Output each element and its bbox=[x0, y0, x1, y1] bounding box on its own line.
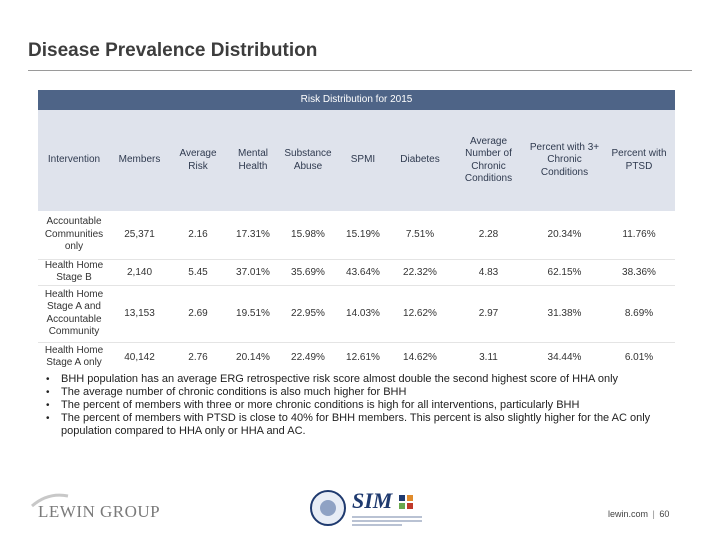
row-intervention: Health Home Stage B bbox=[44, 259, 104, 283]
cell-pct-3plus: 34.44% bbox=[547, 351, 582, 363]
cell-avg-chronic: 4.83 bbox=[478, 266, 499, 278]
header-spmi: SPMI bbox=[337, 110, 389, 211]
bullet-item: • BHH population has an average ERG retrospective risk score almost double the second highest score of HHA only bbox=[46, 373, 686, 386]
header-mental-health: Mental Health bbox=[227, 110, 279, 211]
cell-spmi: 12.61% bbox=[346, 351, 380, 363]
page-number: 60 bbox=[659, 509, 670, 519]
footer bbox=[608, 509, 669, 519]
cell-mental-health: 19.51% bbox=[236, 308, 270, 319]
header-diabetes: Diabetes bbox=[389, 110, 451, 211]
cell-spmi: 14.03% bbox=[346, 308, 380, 319]
cell-avg-chronic: 2.97 bbox=[478, 308, 499, 319]
row-intervention: Health Home Stage A and Accountable Community bbox=[44, 288, 104, 337]
header-avg-chronic-conditions: Average Number of Chronic Conditions bbox=[451, 110, 526, 211]
footer-separator: | bbox=[652, 509, 655, 519]
cell-pct-3plus: 31.38% bbox=[547, 308, 582, 319]
bullet-item: • The percent of members with PTSD is close to 40% for BHH members. This percent is also slightly higher for the AC only population compared to HHA only or HHA and AC. bbox=[46, 412, 686, 438]
risk-distribution-table bbox=[38, 90, 675, 372]
cell-pct-ptsd: 8.69% bbox=[624, 308, 654, 319]
header-pct-ptsd: Percent with PTSD bbox=[603, 110, 675, 211]
cell-average-risk: 2.16 bbox=[188, 229, 208, 241]
cell-spmi: 43.64% bbox=[346, 266, 380, 278]
table-row bbox=[38, 285, 675, 342]
cell-substance-abuse: 22.49% bbox=[291, 351, 325, 363]
header-intervention: Intervention bbox=[38, 110, 110, 211]
table-row bbox=[38, 342, 675, 372]
footer-site-link[interactable]: lewin.com bbox=[608, 509, 649, 519]
cell-members: 2,140 bbox=[126, 266, 153, 278]
cell-mental-health: 17.31% bbox=[236, 229, 270, 241]
cell-members: 13,153 bbox=[124, 308, 155, 319]
cell-pct-3plus: 20.34% bbox=[547, 229, 582, 241]
table-row bbox=[38, 211, 675, 259]
cell-avg-chronic: 2.28 bbox=[478, 229, 499, 241]
cell-members: 40,142 bbox=[124, 351, 155, 363]
cell-members: 25,371 bbox=[124, 229, 155, 241]
table-header-row bbox=[38, 110, 675, 211]
slide-title: Disease Prevalence Distribution bbox=[28, 40, 318, 61]
title-divider bbox=[28, 70, 692, 71]
row-intervention: Health Home Stage A only bbox=[44, 344, 104, 369]
state-seal-icon bbox=[310, 490, 346, 526]
cell-pct-3plus: 62.15% bbox=[547, 266, 582, 278]
cell-pct-ptsd: 6.01% bbox=[624, 351, 654, 363]
lewin-group-wordmark: LEWIN GROUP bbox=[38, 502, 161, 521]
cell-average-risk: 2.76 bbox=[188, 351, 208, 363]
sim-wordmark: SIM bbox=[352, 488, 393, 513]
cell-average-risk: 5.45 bbox=[188, 266, 208, 278]
header-average-risk: Average Risk bbox=[169, 110, 227, 211]
cell-diabetes: 14.62% bbox=[403, 351, 437, 363]
table-caption: Risk Distribution for 2015 bbox=[38, 90, 675, 110]
cell-substance-abuse: 22.95% bbox=[291, 308, 325, 319]
lewin-group-logo bbox=[30, 494, 170, 524]
cell-spmi: 15.19% bbox=[346, 229, 380, 241]
sim-mark-icon bbox=[398, 494, 414, 510]
cell-avg-chronic: 3.11 bbox=[479, 351, 498, 363]
sim-logo bbox=[310, 488, 430, 538]
cell-substance-abuse: 35.69% bbox=[291, 266, 325, 278]
cell-average-risk: 2.69 bbox=[188, 308, 208, 319]
sim-tagline bbox=[352, 516, 422, 528]
header-members: Members bbox=[110, 110, 169, 211]
header-pct-3plus-chronic: Percent with 3+ Chronic Conditions bbox=[526, 110, 603, 211]
row-intervention: Accountable Communities only bbox=[44, 216, 104, 252]
header-substance-abuse: Substance Abuse bbox=[279, 110, 337, 211]
cell-pct-ptsd: 38.36% bbox=[622, 266, 656, 278]
bullet-item: • The average number of chronic conditions is also much higher for BHH bbox=[46, 386, 686, 399]
cell-diabetes: 7.51% bbox=[405, 229, 435, 241]
table-row bbox=[38, 259, 675, 285]
cell-mental-health: 37.01% bbox=[236, 266, 270, 278]
cell-substance-abuse: 15.98% bbox=[291, 229, 325, 241]
cell-mental-health: 20.14% bbox=[236, 351, 270, 363]
key-findings-list bbox=[46, 373, 686, 438]
bullet-item: • The percent of members with three or more chronic conditions is high for all interventions, particularly BHH bbox=[46, 399, 686, 412]
cell-diabetes: 22.32% bbox=[403, 266, 437, 278]
cell-diabetes: 12.62% bbox=[403, 308, 437, 319]
cell-pct-ptsd: 11.76% bbox=[622, 229, 656, 241]
